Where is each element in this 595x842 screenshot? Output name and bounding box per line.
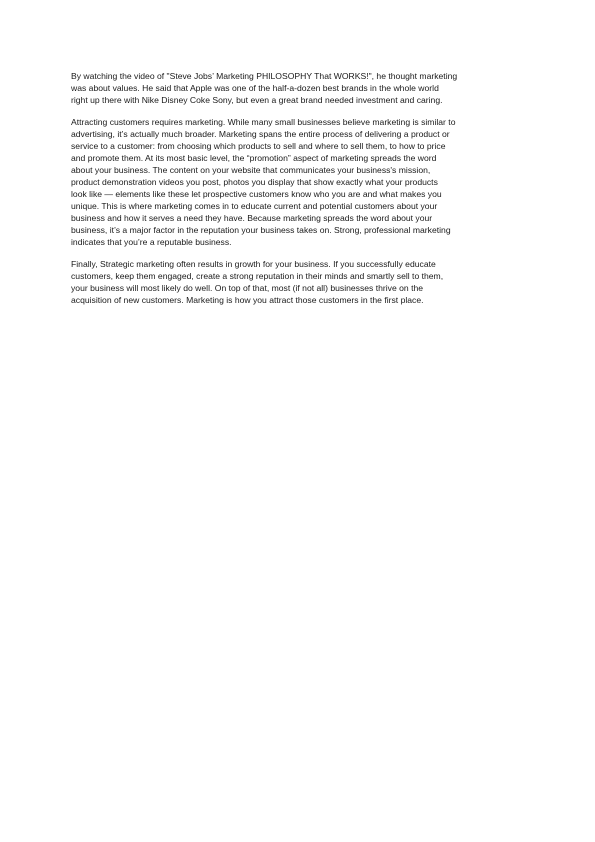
text-line: business and how it serves a need they have. Because marketing spreads the word about your [71,213,433,223]
text-line: customers, keep them engaged, create a strong reputation in their minds and smartly sell to them, [71,271,444,281]
text-line: Finally, Strategic marketing often results in growth for your business. If you successfully educate [71,259,436,269]
text-line: indicates that you’re a reputable business. [71,237,232,247]
text-line: your business will most likely do well. On top of that, most (if not all) businesses thrive on the [71,283,424,293]
text-line: acquisition of new customers. Marketing is how you attract those customers in the first place. [71,295,424,305]
text-line: about your business. The content on your website that communicates your business's mission, [71,165,431,175]
text-line: right up there with Nike Disney Coke Sony, but even a great brand needed investment and caring. [71,95,443,105]
paragraph-body [71,116,527,248]
paragraph-conclusion [71,258,527,306]
text-line: look like — elements like these let prospective customers know who you are and what makes you [71,189,442,199]
text-line: was about values. He said that Apple was one of the half-a-dozen best brands in the whole world [71,83,439,93]
text-line: service to a customer: from choosing which products to sell and where to sell them, to how to price [71,141,446,151]
text-line: By watching the video of "Steve Jobs’ Marketing PHILOSOPHY That WORKS!", he thought marketing [71,71,458,81]
paragraph-intro [71,70,527,106]
document-body [71,70,527,316]
text-line: Attracting customers requires marketing. While many small businesses believe marketing is similar to [71,117,456,127]
text-line: advertising, it’s actually much broader. Marketing spans the entire process of delivering a product or [71,129,450,139]
text-line: and promote them. At its most basic level, the “promotion” aspect of marketing spreads the word [71,153,437,163]
text-line: product demonstration videos you post, photos you display that show exactly what your products [71,177,438,187]
text-line: business, it’s a major factor in the reputation your business takes on. Strong, professional marketing [71,225,451,235]
text-line: unique. This is where marketing comes in to educate current and potential customers about your [71,201,438,211]
